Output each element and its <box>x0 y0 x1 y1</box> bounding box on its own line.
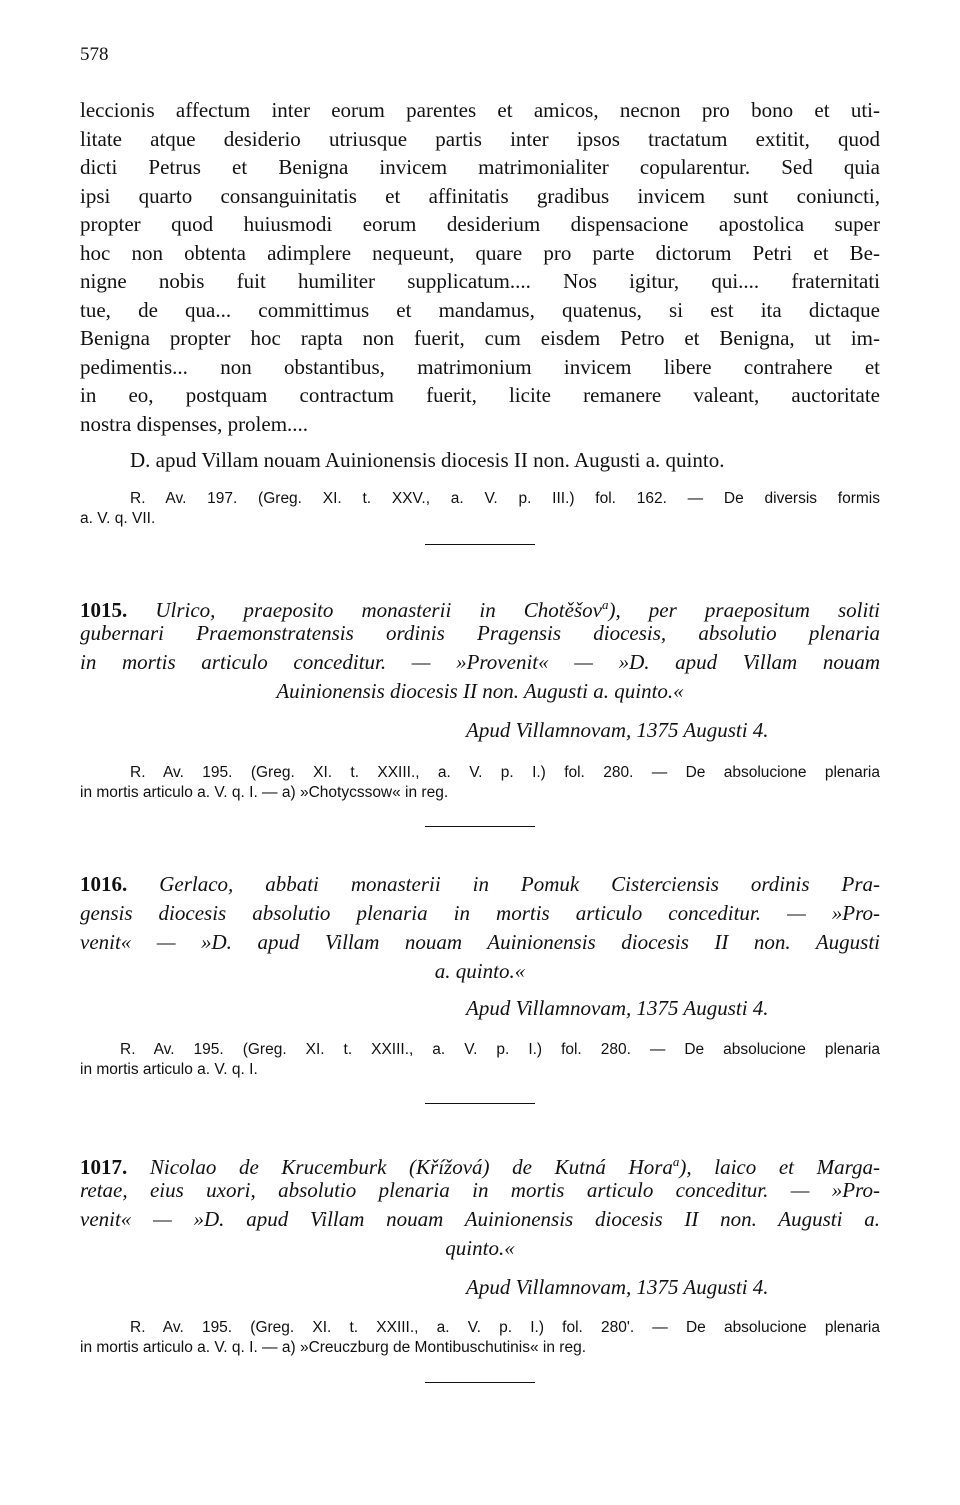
page-number: 578 <box>80 44 109 65</box>
entry-number: 1015. <box>80 598 128 622</box>
note-line: in mortis articulo a. V. q. I. — a) »Creuczburg de Montibuschutinis« in reg. <box>80 1339 586 1356</box>
entry-1017 <box>80 1147 880 1263</box>
entry-line: gubernari Praemonstratensis ordinis Pragensis diocesis, absolutio plenaria <box>80 621 880 645</box>
entry-line: Auinionensis diocesis II non. Augusti a. quinto.« <box>276 679 684 703</box>
entry-title: Gerlaco, abbati monasterii in Pomuk Cisterciensis ordinis Pra- <box>159 872 880 896</box>
section-divider <box>425 826 535 827</box>
prose-line: tue, de qua... committimus et mandamus, quatenus, si est ita dictaque <box>80 297 880 322</box>
prose-line: leccionis affectum inter eorum parentes et amicos, necnon pro bono et uti- <box>80 98 880 122</box>
continuation-text <box>80 96 880 438</box>
prose-line: pedimentis... non obstantibus, matrimonium invicem libere contrahere et <box>80 354 880 379</box>
entry-number: 1017. <box>80 1155 128 1179</box>
entry-note <box>80 1318 880 1358</box>
note-line: a. V. q. VII. <box>80 510 156 527</box>
entry-line: in mortis articulo conceditur. — »Provenit« — »D. apud Villam nouam <box>80 650 880 674</box>
entry-title-start: Ulrico, praeposito monasterii in Chotěšov <box>155 598 602 622</box>
prose-line: nigne nobis fuit humiliter supplicatum.... Nos igitur, qui.... fraternitati <box>80 269 880 293</box>
entry-dateline: Apud Villamnovam, 1375 Augusti 4. <box>466 996 769 1020</box>
entry-line: venit« — »D. apud Villam nouam Auinionensis diocesis II non. Augusti a. <box>80 1207 880 1231</box>
entry-note <box>80 763 880 803</box>
entry-title-cont: ), laico et Marga- <box>679 1155 880 1179</box>
entry-heading-line <box>80 590 880 622</box>
section-divider <box>425 544 535 545</box>
entry-1016 <box>80 870 880 986</box>
prose-line: hoc non obtenta adimplere nequeunt, quare pro parte dictorum Petri et Be- <box>80 240 880 265</box>
entry-1015 <box>80 590 880 706</box>
prose-line: nostra dispenses, prolem.... <box>80 411 309 436</box>
entry-line: retae, eius uxori, absolutio plenaria in mortis articulo conceditur. — »Pro- <box>80 1178 880 1202</box>
entry-heading-line <box>80 870 880 899</box>
footnote-marker: a <box>672 1154 680 1169</box>
entry-title-start: Nicolao de Krucemburk (Křížová) de Kutná Hora <box>149 1155 673 1179</box>
note-line: in mortis articulo a. V. q. I. — a) »Chotycssow« in reg. <box>80 784 449 801</box>
entry-line: a. quinto.« <box>434 959 526 983</box>
entry-line: venit« — »D. apud Villam nouam Auinionensis diocesis II non. Augusti <box>80 930 880 954</box>
note-line: in mortis articulo a. V. q. I. <box>80 1061 258 1078</box>
entry-note <box>80 1040 880 1080</box>
entry-dateline: Apud Villamnovam, 1375 Augusti 4. <box>466 718 769 742</box>
section-divider <box>425 1382 535 1383</box>
entry-title-cont: ), per praepositum soliti <box>608 598 880 622</box>
prose-note <box>80 489 880 529</box>
entry-number: 1016. <box>80 872 128 896</box>
prose-datum: D. apud Villam nouam Auinionensis diocesis II non. Augusti a. quinto. <box>130 448 725 472</box>
prose-line: litate atque desiderio utriusque partis inter ipsos tractatum extitit, quod <box>80 126 880 151</box>
note-line: R. Av. 195. (Greg. XI. t. XXIII., a. V. p. I.) fol. 280'. — De absolucione plenaria <box>130 1319 880 1336</box>
prose-line: in eo, postquam contractum fuerit, licite remanere valeant, auctoritate <box>80 383 880 407</box>
prose-line: Benigna propter hoc rapta non fuerit, cum eisdem Petro et Benigna, ut im- <box>80 326 880 350</box>
entry-heading-line <box>80 1147 880 1179</box>
note-line: R. Av. 195. (Greg. XI. t. XXIII., a. V. p. I.) fol. 280. — De absolucione plenaria <box>130 764 880 781</box>
section-divider <box>425 1103 535 1104</box>
note-line: R. Av. 195. (Greg. XI. t. XXIII., a. V. p. I.) fol. 280. — De absolucione plenaria <box>120 1041 880 1058</box>
entry-line: gensis diocesis absolutio plenaria in mortis articulo conceditur. — »Pro- <box>80 901 880 925</box>
prose-line: dicti Petrus et Benigna invicem matrimonialiter copularentur. Sed quia <box>80 155 880 179</box>
prose-line: ipsi quarto consanguinitatis et affinitatis gradibus invicem sunt coniuncti, <box>80 183 880 208</box>
entry-line: quinto.« <box>445 1236 515 1260</box>
prose-line: propter quod huiusmodi eorum desiderium dispensacione apostolica super <box>80 212 880 236</box>
note-line: R. Av. 197. (Greg. XI. t. XXV., a. V. p. III.) fol. 162. — De diversis formis <box>130 490 880 507</box>
footnote-marker: a <box>601 597 609 612</box>
entry-dateline: Apud Villamnovam, 1375 Augusti 4. <box>466 1275 769 1299</box>
